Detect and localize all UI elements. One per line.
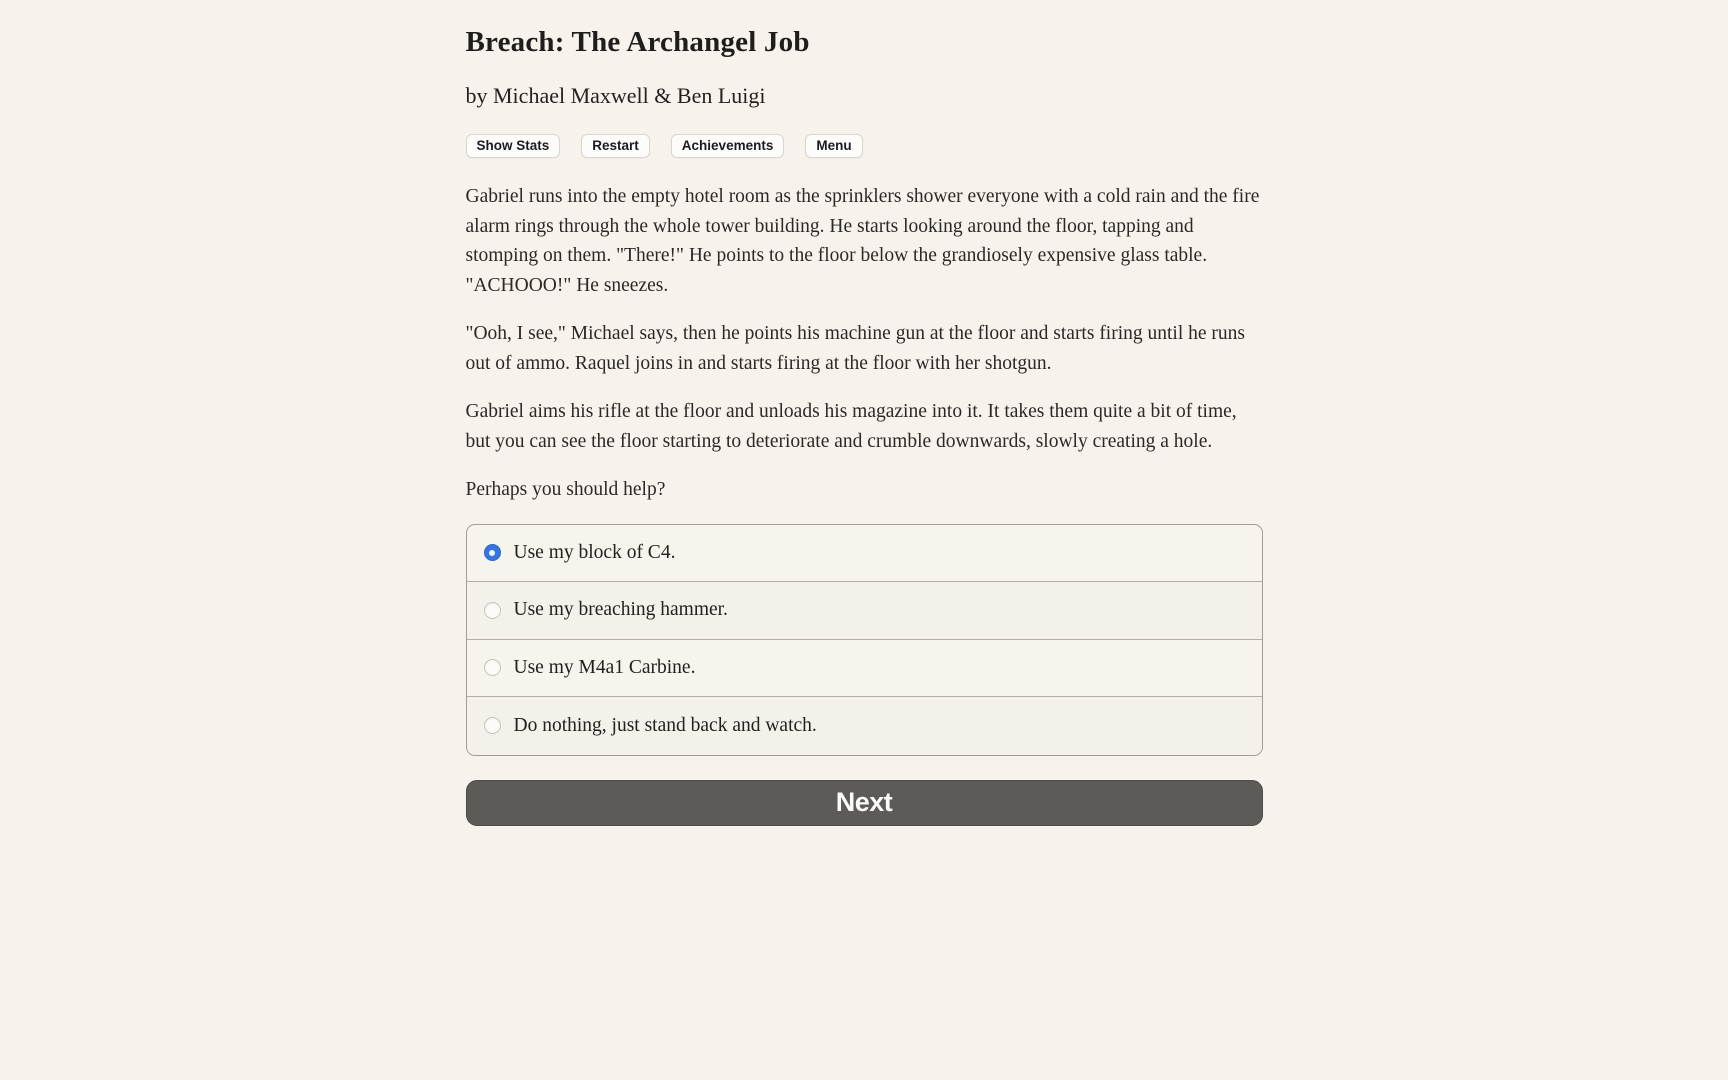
story-prompt: Perhaps you should help? xyxy=(465,479,666,500)
choice-option-label[interactable]: Use my block of C4. xyxy=(513,541,676,563)
show-stats-button[interactable]: Show Stats xyxy=(466,134,561,158)
choice-option-breaching-hammer[interactable] xyxy=(467,582,1262,640)
choice-option-m4a1-carbine[interactable] xyxy=(467,640,1262,698)
story-text xyxy=(466,182,1263,505)
toolbar xyxy=(466,134,1263,158)
game-title: Breach: The Archangel Job xyxy=(465,26,810,58)
story-paragraph: Gabriel runs into the empty hotel room as the sprinklers shower everyone with a cold rain and the fire alarm rings through the whole tower building. He starts looking around the floor, tapping and stomping on them. "There!" He points to the floor below the grandiosely expensive glass table. "ACHOOO!" He sneezes. xyxy=(465,186,1260,296)
restart-button[interactable]: Restart xyxy=(581,134,650,158)
next-button[interactable]: Next xyxy=(466,780,1263,826)
choice-option-use-c4[interactable] xyxy=(467,525,1262,583)
choice-list xyxy=(466,524,1263,756)
page-root xyxy=(466,0,1263,826)
radio-icon[interactable] xyxy=(484,544,501,561)
choice-option-label[interactable]: Do nothing, just stand back and watch. xyxy=(513,714,817,736)
game-byline: by Michael Maxwell & Ben Luigi xyxy=(465,83,766,108)
story-paragraph: Gabriel aims his rifle at the floor and unloads his magazine into it. It takes them quite a bit of time, but you can see the floor starting to deteriorate and crumble downwards, slowly creating a hole. xyxy=(465,401,1237,452)
choice-option-label[interactable]: Use my M4a1 Carbine. xyxy=(513,656,696,678)
radio-icon[interactable] xyxy=(484,717,501,734)
story-paragraph: "Ooh, I see," Michael says, then he points his machine gun at the floor and starts firing until he runs out of ammo. Raquel joins in and starts firing at the floor with her shotgun. xyxy=(465,323,1246,374)
radio-icon[interactable] xyxy=(484,602,501,619)
achievements-button[interactable]: Achievements xyxy=(671,134,785,158)
choice-option-do-nothing[interactable] xyxy=(467,697,1262,755)
menu-button[interactable]: Menu xyxy=(805,134,862,158)
radio-icon[interactable] xyxy=(484,659,501,676)
choice-option-label[interactable]: Use my breaching hammer. xyxy=(513,599,728,621)
